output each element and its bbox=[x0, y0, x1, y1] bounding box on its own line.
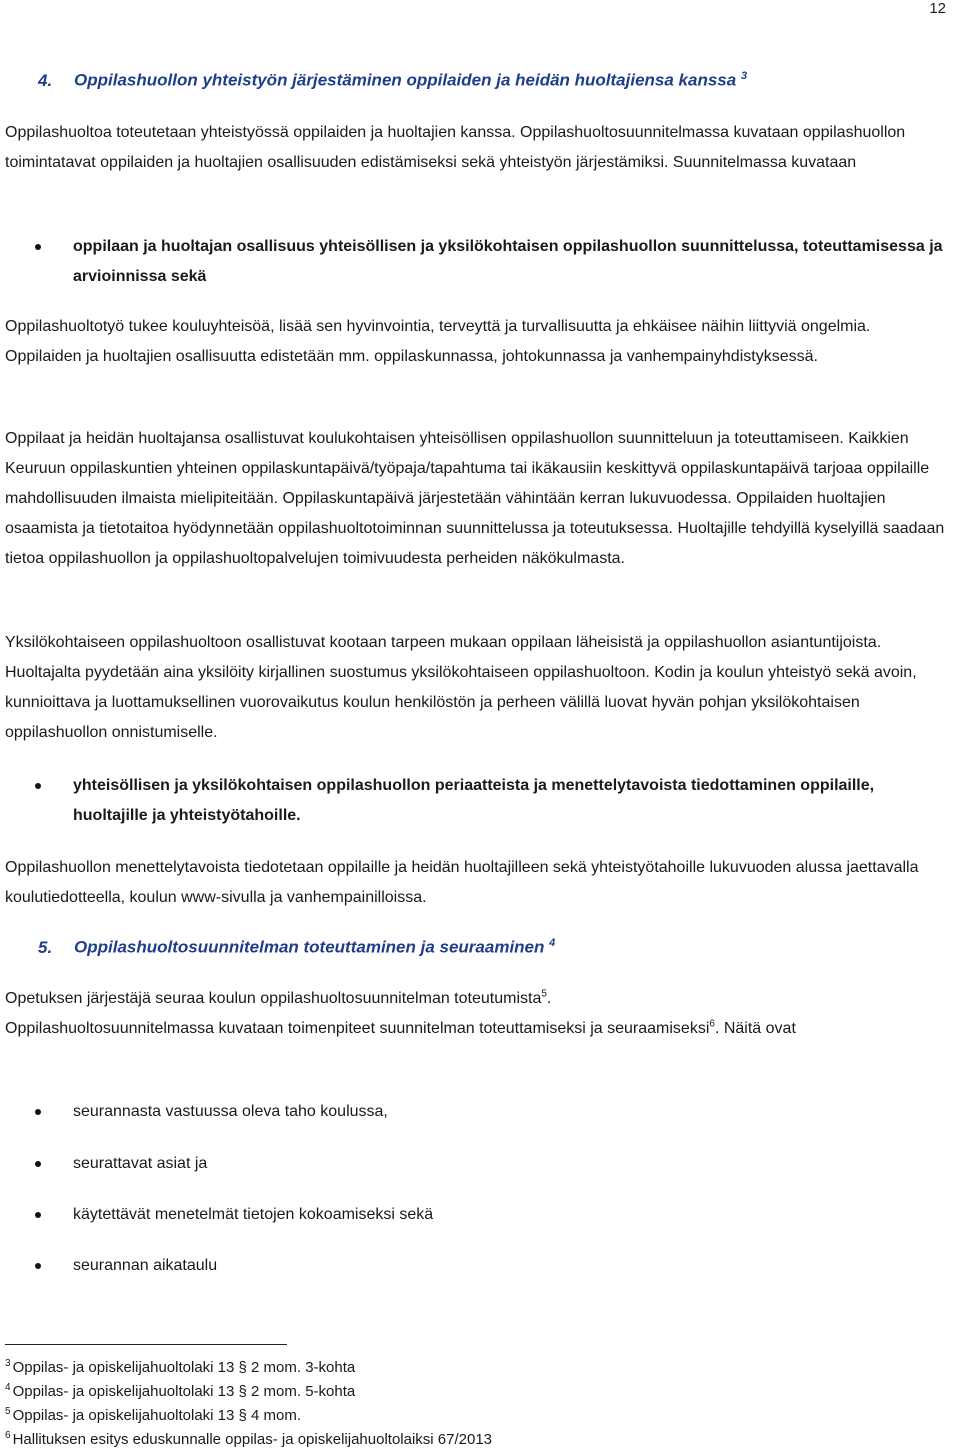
footnote-6 bbox=[5, 1429, 492, 1451]
footnote-number: 6 bbox=[5, 1430, 11, 1441]
paragraph-wellbeing: Oppilashuoltotyö tukee kouluyhteisöä, lisää sen hyvinvointia, terveyttä ja turvallisuutta ja ehkäisee näihin liittyviä ongelmia. Oppilaiden ja huoltajien osallisuutta edistetään mm. oppilaskunnassa, johtokunnassa ja vanhempainyhdistyksessä. bbox=[5, 318, 871, 365]
paragraph-procedures: Oppilashuollon menettelytavoista tiedotetaan oppilaille ja heidän huoltajilleen sekä yhteistyötahoille lukuvuoden alussa jaettavalla koulutiedotteella, koulun www-sivulla ja vanhempainilloissa. bbox=[5, 859, 919, 906]
footnote-3 bbox=[5, 1357, 355, 1379]
section-5-heading bbox=[38, 937, 555, 958]
footnote-text: Oppilas- ja opiskelijahuoltolaki 13 § 4 mom. bbox=[12, 1407, 302, 1424]
paragraph-individual-care: Yksilökohtaiseen oppilashuoltoon osallistuvat kootaan tarpeen mukaan oppilaan läheisistä ja oppilashuollon asiantuntijoista. Huoltajalta pyydetään aina yksilöity kirjallinen suostumus yksilökohtaiseen oppilashuoltoon. Kodin ja koulun yhteistyö sekä avoin, kunnioittava ja luottamuksellinen vuorovaikutus koulun henkilöstön ja perheen välillä luovat hyvän pohjan yksilökohtaisen oppilashuollon onnistumiselle. bbox=[5, 634, 917, 741]
paragraph-monitoring bbox=[5, 984, 950, 1044]
bullet-dot bbox=[35, 1109, 41, 1115]
section-4-footnote-ref: 3 bbox=[740, 70, 748, 82]
list-item bbox=[5, 1251, 950, 1281]
list-item bbox=[5, 1200, 950, 1230]
monitoring-line-2-end: . Näitä ovat bbox=[714, 1020, 796, 1037]
footnote-ref-5: 5 bbox=[541, 988, 547, 1000]
list-item-text: seurannan aikataulu bbox=[73, 1257, 218, 1274]
section-4-number: 4. bbox=[38, 70, 53, 90]
footnote-number: 4 bbox=[5, 1382, 11, 1393]
list-item bbox=[5, 1149, 950, 1179]
footnote-number: 3 bbox=[5, 1358, 11, 1369]
footnote-ref-6: 6 bbox=[709, 1018, 715, 1030]
section-5-footnote-ref: 4 bbox=[549, 937, 556, 949]
bullet-dot bbox=[35, 1263, 41, 1269]
footnote-text: Oppilas- ja opiskelijahuoltolaki 13 § 2 mom. 3-kohta bbox=[12, 1359, 356, 1376]
bullet-informing bbox=[5, 771, 950, 831]
list-item-text: seurattavat asiat ja bbox=[73, 1155, 208, 1172]
monitoring-line-2: Oppilashuoltosuunnitelmassa kuvataan toimenpiteet suunnitelman toteuttamiseksi ja seuraamiseksi bbox=[5, 1020, 710, 1037]
bullet-informing-text: yhteisöllisen ja yksilökohtaisen oppilashuollon periaatteista ja menettelytavoista tiedottaminen oppilaille, huoltajille ja yhteistyötahoille. bbox=[73, 777, 875, 824]
bullet-dot bbox=[35, 244, 41, 250]
footnote-4 bbox=[5, 1381, 355, 1403]
footnote-separator bbox=[5, 1344, 287, 1345]
footnote-number: 5 bbox=[5, 1406, 11, 1417]
footnote-text: Oppilas- ja opiskelijahuoltolaki 13 § 2 mom. 5-kohta bbox=[12, 1383, 356, 1400]
section-5-number: 5. bbox=[38, 937, 53, 957]
monitoring-line-1: Opetuksen järjestäjä seuraa koulun oppilashuoltosuunnitelman toteutumista bbox=[5, 990, 542, 1007]
bullet-participation-text: oppilaan ja huoltajan osallisuus yhteisöllisen ja yksilökohtaisen oppilashuollon suunnittelussa, toteuttamisessa ja arvioinnissa sekä bbox=[73, 238, 943, 285]
bullet-dot bbox=[35, 783, 41, 789]
list-item bbox=[5, 1097, 950, 1127]
section-4-title: Oppilashuollon yhteistyön järjestäminen oppilaiden ja heidän huoltajiensa kanssa bbox=[74, 70, 737, 90]
bullet-dot bbox=[35, 1161, 41, 1167]
page-number: 12 bbox=[929, 0, 946, 17]
footnote-text: Hallituksen esitys eduskunnalle oppilas- ja opiskelijahuoltolaiksi 67/2013 bbox=[12, 1431, 493, 1448]
bullet-dot bbox=[35, 1212, 41, 1218]
section-5-title: Oppilashuoltosuunnitelman toteuttaminen ja seuraaminen bbox=[74, 937, 545, 957]
list-item-text: seurannasta vastuussa oleva taho koulussa, bbox=[73, 1103, 388, 1120]
paragraph-student-councils: Oppilaat ja heidän huoltajansa osallistuvat koulukohtaisen yhteisöllisen oppilashuollon suunnitteluun ja toteuttamiseen. Kaikkien Keuruun oppilaskuntien yhteinen oppilaskuntapäivä/työpaja/tapahtuma tai ikäkausiin keskittyvä oppilaskuntapäivä tarjoaa oppilaille mahdollisuuden ilmaista mielipiteitään. Oppilaskuntapäivä järjestetään vähintään kerran lukuvuodessa. Oppilaiden huoltajien osaamista ja tietotaitoa hyödynnetään oppilashuoltotoiminnan suunnittelussa ja toteutuksessa. Huoltajille tehdyillä kyselyillä saadaan tietoa oppilashuollon ja oppilashuoltopalvelujen toimivuudesta perheiden näkökulmasta. bbox=[5, 430, 945, 567]
bullet-participation bbox=[5, 232, 950, 292]
list-item-text: käytettävät menetelmät tietojen kokoamiseksi sekä bbox=[73, 1206, 434, 1223]
footnote-5 bbox=[5, 1405, 301, 1427]
section-4-heading bbox=[38, 70, 747, 91]
paragraph-intro: Oppilashuoltoa toteutetaan yhteistyössä oppilaiden ja huoltajien kanssa. Oppilashuoltosuunnitelmassa kuvataan oppilashuollon toimintatavat oppilaiden ja huoltajien osallisuuden edistämiseksi sekä yhteistyön järjestämiksi. Suunnitelmassa kuvataan bbox=[5, 124, 906, 171]
monitoring-line-1-end: . bbox=[546, 990, 552, 1007]
